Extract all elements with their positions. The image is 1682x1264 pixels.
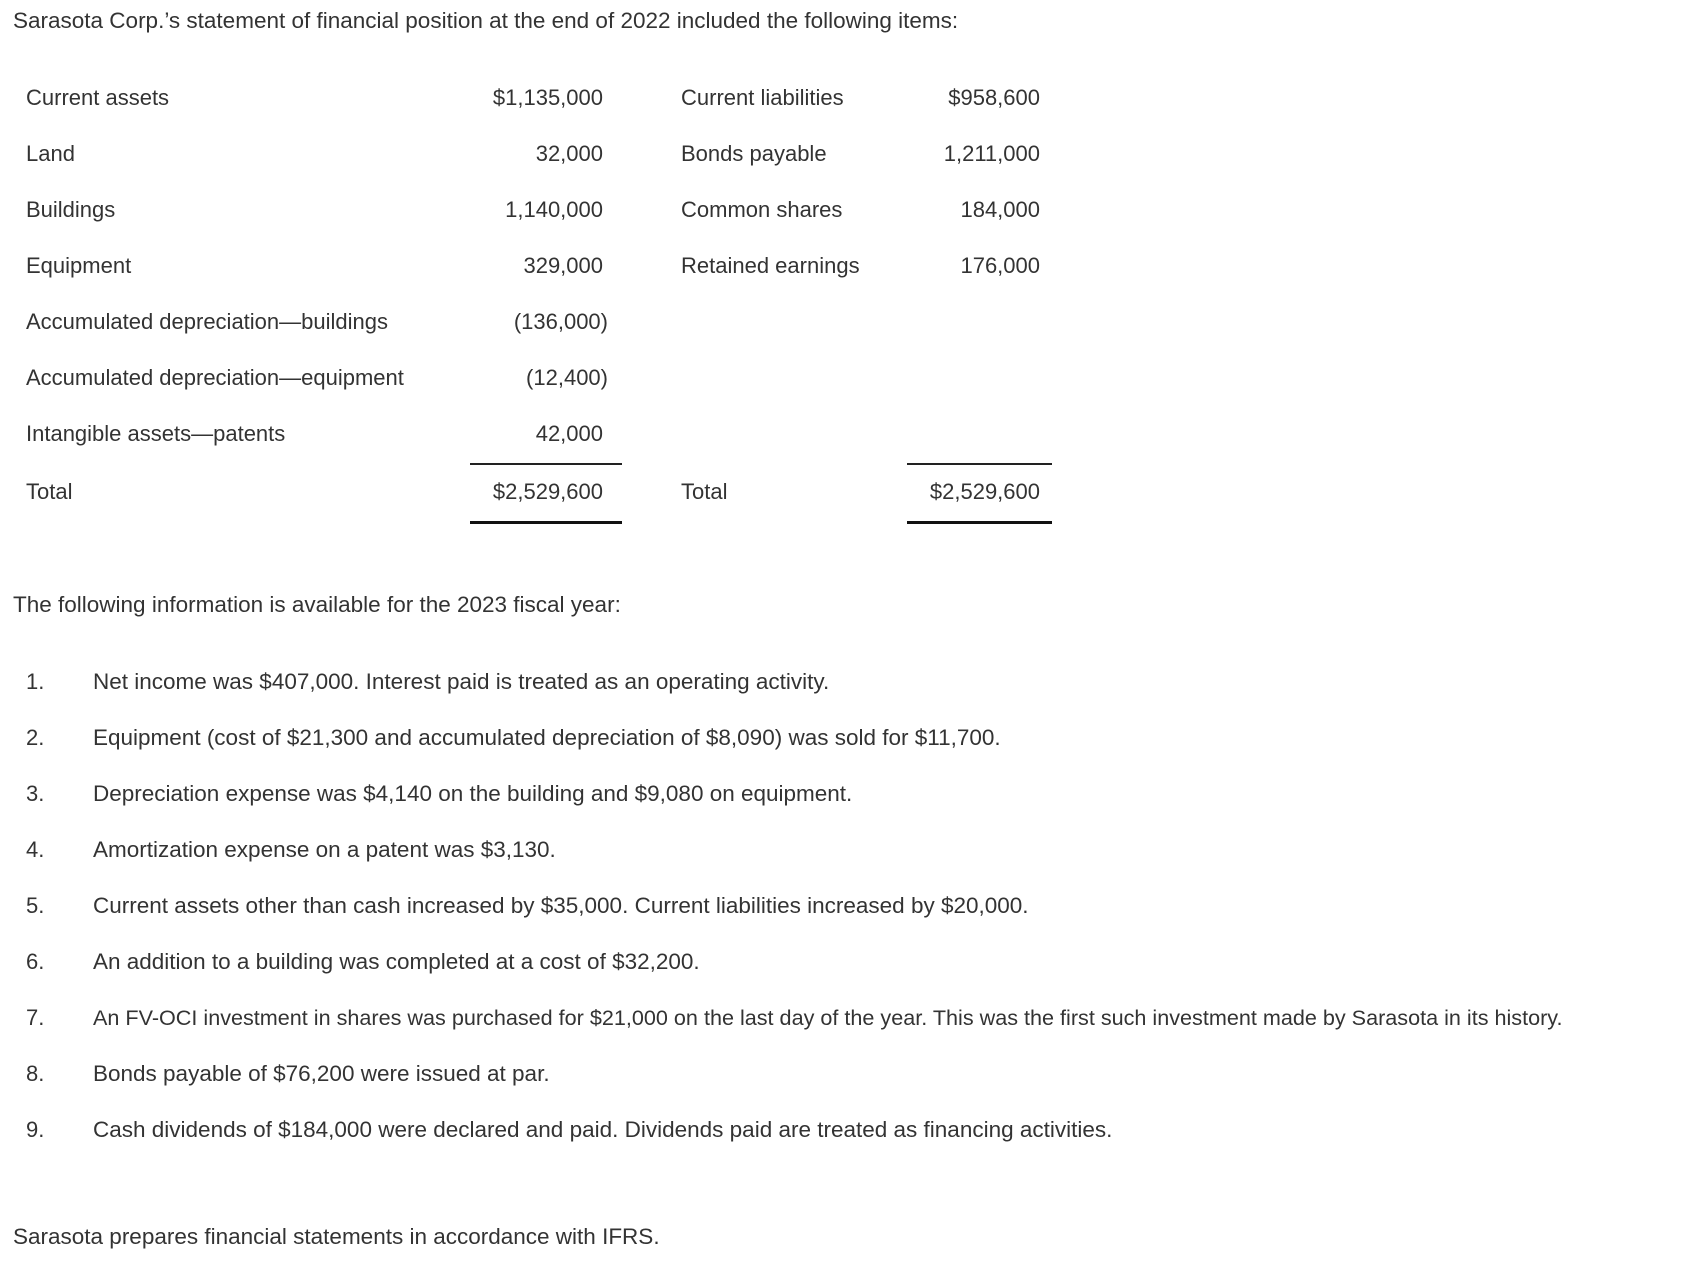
list-item: Equipment (cost of $21,300 and accumulated depreciation of $8,090) was sold for $11,700.: [93, 725, 1001, 750]
list-item-number: 8.: [26, 1061, 45, 1086]
equity-value: 176,000: [960, 253, 1040, 278]
equity-label: Common shares: [681, 197, 843, 222]
subtotal-rule: [907, 463, 1052, 465]
liability-label: Current liabilities: [681, 85, 844, 110]
list-item: Net income was $407,000. Interest paid is treated as an operating activity.: [93, 669, 830, 694]
liability-value: $958,600: [948, 85, 1040, 110]
asset-value: 329,000: [523, 253, 603, 278]
list-item-number: 7.: [26, 1005, 45, 1030]
equity-label: Retained earnings: [681, 253, 860, 278]
liabilities-total-label: Total: [681, 479, 728, 504]
list-item: Cash dividends of $184,000 were declared and paid. Dividends paid are treated as financing activities.: [93, 1117, 1113, 1142]
list-item: An addition to a building was completed at a cost of $32,200.: [93, 949, 700, 974]
liabilities-total-value: $2,529,600: [929, 479, 1040, 504]
asset-label: Land: [26, 141, 75, 166]
total-double-rule: [470, 521, 622, 524]
asset-label: Accumulated depreciation—equipment: [26, 365, 404, 390]
asset-label: Buildings: [26, 197, 116, 222]
total-double-rule: [907, 521, 1052, 524]
asset-value: 1,140,000: [505, 197, 603, 222]
liability-value: 1,211,000: [943, 141, 1040, 166]
asset-label: Equipment: [26, 253, 132, 278]
subtotal-rule: [470, 463, 622, 465]
list-item: Bonds payable of $76,200 were issued at par.: [93, 1061, 550, 1086]
list-item-number: 5.: [26, 893, 45, 918]
list-item-number: 2.: [26, 725, 45, 750]
list-item-number: 1.: [26, 669, 45, 694]
assets-total-value: $2,529,600: [492, 479, 603, 504]
info-heading: The following information is available for the 2023 fiscal year:: [13, 592, 621, 617]
list-item-number: 3.: [26, 781, 45, 806]
asset-value: 42,000: [535, 421, 603, 446]
assets-total-label: Total: [26, 479, 73, 504]
liability-label: Bonds payable: [681, 141, 827, 166]
list-item: Amortization expense on a patent was $3,130.: [93, 837, 556, 862]
closing-text: Sarasota prepares financial statements in accordance with IFRS.: [13, 1224, 660, 1249]
list-item-number: 4.: [26, 837, 45, 862]
equity-value: 184,000: [960, 197, 1040, 222]
intro-text: Sarasota Corp.’s statement of financial position at the end of 2022 included the following items:: [13, 8, 959, 33]
asset-value: (12,400): [526, 365, 608, 390]
asset-label: Current assets: [26, 85, 170, 110]
asset-label: Intangible assets—patents: [26, 421, 286, 446]
asset-value: (136,000): [513, 309, 608, 334]
asset-label: Accumulated depreciation—buildings: [26, 309, 388, 334]
asset-value: 32,000: [535, 141, 603, 166]
list-item: Depreciation expense was $4,140 on the building and $9,080 on equipment.: [93, 781, 853, 806]
list-item: An FV-OCI investment in shares was purchased for $21,000 on the last day of the year. This was the first such investment made by Sarasota in its history.: [93, 1005, 1563, 1030]
list-item-number: 6.: [26, 949, 45, 974]
list-item-number: 9.: [26, 1117, 45, 1142]
list-item: Current assets other than cash increased by $35,000. Current liabilities increased by $20,000.: [93, 893, 1029, 918]
asset-value: $1,135,000: [492, 85, 603, 110]
